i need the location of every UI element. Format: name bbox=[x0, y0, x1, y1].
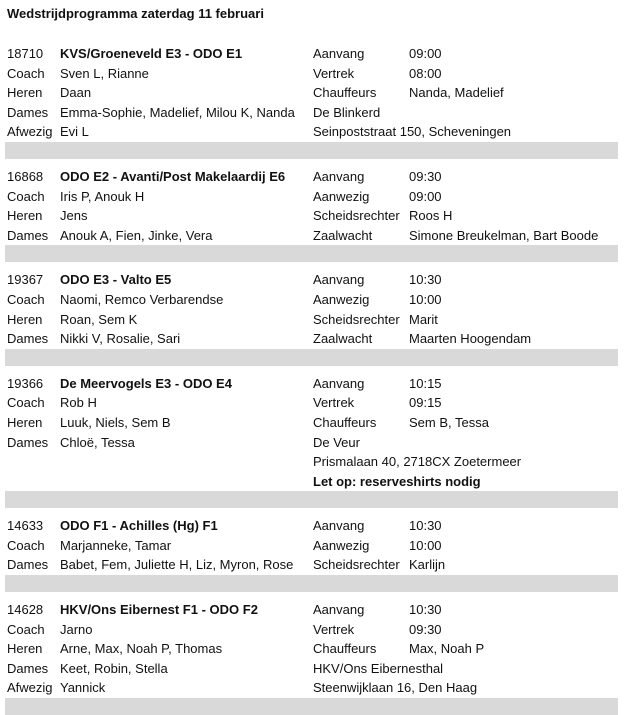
info-value: 09:00 bbox=[409, 46, 442, 61]
page-title: Wedstrijdprogramma zaterdag 11 februari bbox=[7, 6, 264, 21]
info-value: 08:00 bbox=[409, 65, 442, 81]
role-names: Babet, Fem, Juliette H, Liz, Myron, Rose bbox=[60, 557, 294, 573]
separator-bar bbox=[5, 349, 618, 366]
role-label: Heren bbox=[7, 641, 43, 657]
role-names: Rob H bbox=[60, 395, 97, 411]
role-label: Dames bbox=[7, 557, 49, 573]
role-label: Coach bbox=[7, 621, 45, 637]
heren-row bbox=[0, 310, 620, 330]
match-header-row bbox=[0, 167, 620, 187]
info-value: Max, Noah P bbox=[409, 641, 485, 657]
afwezig-row bbox=[0, 122, 620, 142]
info-label: Chauffeurs bbox=[313, 414, 377, 430]
role-label: Afwezig bbox=[7, 680, 53, 696]
venue-address: Steenwijklaan 16, Den Haag bbox=[313, 680, 478, 696]
role-names: Luuk, Niels, Sem B bbox=[60, 414, 171, 430]
role-names: Sven L, Rianne bbox=[60, 65, 149, 81]
info-value: Nanda, Madelief bbox=[409, 85, 504, 101]
match-title: ODO E2 - Avanti/Post Makelaardij E6 bbox=[60, 168, 286, 184]
info-value: 10:30 bbox=[409, 272, 442, 288]
dames-row bbox=[0, 226, 620, 246]
dames-row bbox=[0, 659, 620, 679]
role-label: Coach bbox=[7, 188, 45, 204]
info-label: Aanwezig bbox=[313, 291, 370, 307]
match-header-row bbox=[0, 516, 620, 536]
role-names: Yannick bbox=[60, 680, 106, 696]
info-label: Aanvang bbox=[313, 375, 365, 391]
role-label: Heren bbox=[7, 208, 43, 224]
info-label: Vertrek bbox=[313, 395, 355, 411]
info-value: 10:30 bbox=[409, 602, 442, 618]
match-block bbox=[0, 270, 620, 348]
info-value: Roos H bbox=[409, 208, 453, 224]
separator-bar bbox=[5, 245, 618, 262]
role-label: Dames bbox=[7, 227, 49, 243]
info-label: Aanvang bbox=[313, 46, 365, 61]
role-label: Coach bbox=[7, 537, 45, 553]
info-value: 09:00 bbox=[409, 188, 442, 204]
info-value: Simone Breukelman, Bart Boode bbox=[409, 227, 599, 243]
match-title: ODO E3 - Valto E5 bbox=[60, 272, 172, 288]
info-label: Zaalwacht bbox=[313, 331, 373, 347]
role-names: Daan bbox=[60, 85, 92, 101]
match-title: ODO F1 - Achilles (Hg) F1 bbox=[60, 518, 218, 534]
role-names: Anouk A, Fien, Jinke, Vera bbox=[60, 227, 213, 243]
match-header-row bbox=[0, 44, 620, 64]
info-value: 09:30 bbox=[409, 168, 442, 184]
info-value: Maarten Hoogendam bbox=[409, 331, 532, 347]
role-names: Nikki V, Rosalie, Sari bbox=[60, 331, 181, 347]
dames-row bbox=[0, 555, 620, 575]
info-value: Marit bbox=[409, 311, 438, 327]
info-label: Aanvang bbox=[313, 272, 365, 288]
coach-row bbox=[0, 64, 620, 84]
info-label: Scheidsrechter bbox=[313, 311, 400, 327]
info-label: Aanvang bbox=[313, 602, 365, 618]
info-value: Sem B, Tessa bbox=[409, 414, 489, 430]
match-number: 14628 bbox=[7, 602, 44, 618]
role-label: Coach bbox=[7, 395, 45, 411]
info-value: 09:15 bbox=[409, 395, 442, 411]
info-value: 10:00 bbox=[409, 291, 442, 307]
heren-row bbox=[0, 413, 620, 433]
coach-row bbox=[0, 393, 620, 413]
info-label: Scheidsrechter bbox=[313, 208, 400, 224]
role-names: Marjanneke, Tamar bbox=[60, 537, 172, 553]
role-names: Iris P, Anouk H bbox=[60, 188, 145, 204]
separator-bar bbox=[5, 575, 618, 592]
info-label: Scheidsrechter bbox=[313, 557, 400, 573]
match-number: 18710 bbox=[7, 46, 44, 61]
role-names: Arne, Max, Noah P, Thomas bbox=[60, 641, 223, 657]
afwezig-row bbox=[0, 678, 620, 698]
match-block bbox=[0, 44, 620, 142]
coach-row bbox=[0, 620, 620, 640]
match-number: 16868 bbox=[7, 168, 44, 184]
info-label: Aanvang bbox=[313, 168, 365, 184]
role-names: Jens bbox=[60, 208, 88, 224]
info-label: Aanwezig bbox=[313, 188, 370, 204]
role-names: Emma-Sophie, Madelief, Milou K, Nanda bbox=[60, 104, 295, 120]
coach-row bbox=[0, 290, 620, 310]
venue-address: Prismalaan 40, 2718CX Zoetermeer bbox=[313, 454, 522, 470]
info-label: Chauffeurs bbox=[313, 641, 377, 657]
match-list bbox=[0, 44, 620, 715]
info-label: Zaalwacht bbox=[313, 227, 373, 243]
info-label: Aanvang bbox=[313, 518, 365, 534]
info-label: Chauffeurs bbox=[313, 85, 377, 101]
address-row bbox=[0, 452, 620, 472]
match-number: 19366 bbox=[7, 375, 44, 391]
role-label: Heren bbox=[7, 311, 43, 327]
match-title: De Meervogels E3 - ODO E4 bbox=[60, 375, 232, 391]
info-label: Aanwezig bbox=[313, 537, 370, 553]
info-label: Vertrek bbox=[313, 65, 355, 81]
role-names: Naomi, Remco Verbarendse bbox=[60, 291, 224, 307]
role-names: Roan, Sem K bbox=[60, 311, 138, 327]
venue-name: HKV/Ons Eibernesthal bbox=[313, 660, 444, 676]
match-header-row bbox=[0, 374, 620, 394]
match-block bbox=[0, 167, 620, 245]
separator-bar bbox=[5, 491, 618, 508]
match-title: HKV/Ons Eibernest F1 - ODO F2 bbox=[60, 602, 258, 618]
match-number: 19367 bbox=[7, 272, 44, 288]
note-row bbox=[0, 472, 620, 492]
role-label: Dames bbox=[7, 104, 49, 120]
match-block bbox=[0, 374, 620, 492]
role-label: Coach bbox=[7, 291, 45, 307]
venue-name: De Blinkerd bbox=[313, 104, 381, 120]
venue-name: De Veur bbox=[313, 434, 360, 450]
role-label: Heren bbox=[7, 85, 43, 101]
info-value: 09:30 bbox=[409, 621, 442, 637]
role-label: Afwezig bbox=[7, 124, 53, 140]
venue-address: Seinpoststraat 150, Scheveningen bbox=[313, 124, 512, 140]
role-label: Dames bbox=[7, 434, 49, 450]
info-value: 10:15 bbox=[409, 375, 442, 391]
info-value: 10:00 bbox=[409, 537, 442, 553]
match-number: 14633 bbox=[7, 518, 44, 534]
match-header-row bbox=[0, 600, 620, 620]
heren-row bbox=[0, 206, 620, 226]
role-label: Coach bbox=[7, 65, 45, 81]
role-names: Keet, Robin, Stella bbox=[60, 660, 168, 676]
role-names: Jarno bbox=[60, 621, 93, 637]
coach-row bbox=[0, 187, 620, 207]
heren-row bbox=[0, 639, 620, 659]
role-label: Heren bbox=[7, 414, 43, 430]
role-names: Chloë, Tessa bbox=[60, 434, 135, 450]
info-value: 10:30 bbox=[409, 518, 442, 534]
match-block bbox=[0, 600, 620, 698]
match-title: KVS/Groeneveld E3 - ODO E1 bbox=[60, 46, 243, 61]
coach-row bbox=[0, 536, 620, 556]
match-note: Let op: reserveshirts nodig bbox=[313, 473, 481, 489]
separator-bar bbox=[5, 698, 618, 715]
match-header-row bbox=[0, 270, 620, 290]
match-block bbox=[0, 516, 620, 575]
dames-row bbox=[0, 103, 620, 123]
dames-row bbox=[0, 433, 620, 453]
role-label: Dames bbox=[7, 660, 49, 676]
heren-row bbox=[0, 83, 620, 103]
role-names: Evi L bbox=[60, 124, 89, 140]
info-label: Vertrek bbox=[313, 621, 355, 637]
dames-row bbox=[0, 329, 620, 349]
info-value: Karlijn bbox=[409, 557, 446, 573]
role-label: Dames bbox=[7, 331, 49, 347]
separator-bar bbox=[5, 142, 618, 159]
